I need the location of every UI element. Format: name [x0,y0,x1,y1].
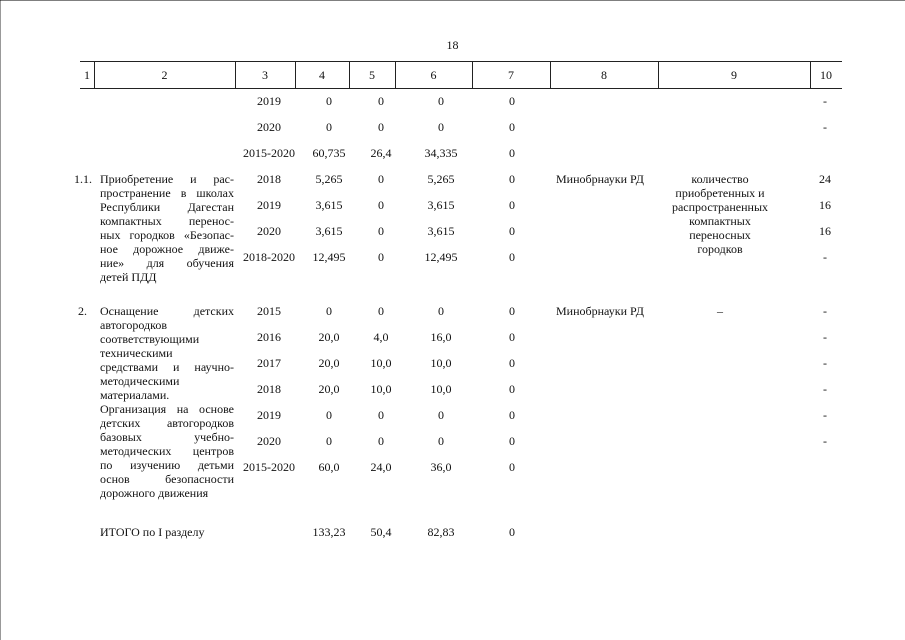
value-cell: 0 [509,434,515,448]
item-text-line: техническими [100,346,173,360]
value-cell: 0 [438,304,444,318]
indicator-line: городков [697,242,743,256]
value-cell: - [823,434,827,448]
item-number: 1.1. [74,172,92,186]
item-text-line: средствами и научно- [100,360,234,374]
value-cell: - [823,382,827,396]
header-col-9: 9 [731,68,737,82]
indicator-line: компактных [689,214,751,228]
header-col-5: 5 [369,68,375,82]
value-cell: - [823,356,827,370]
item-text-line: детских автогородков [100,416,234,430]
item-text-line: ние» для обучения [100,256,234,270]
value-cell: - [823,94,827,108]
year-cell: 2015-2020 [243,146,295,160]
value-cell: 0 [509,525,515,539]
item-text-line: основ безопасности [100,472,234,486]
item-text-line: автогородков [100,318,168,332]
value-cell: 0 [378,172,384,186]
value-cell: 5,265 [427,172,455,186]
value-cell: 20,0 [318,356,340,370]
value-cell: 0 [378,304,384,318]
value-cell: 133,23 [312,525,346,539]
indicator-line: переносных [689,228,751,242]
item-text-line: Оснащение детских [100,304,234,318]
year-cell: 2020 [257,120,281,134]
item-text-line: материалами. [100,388,170,402]
value-cell: 0 [378,120,384,134]
value-cell: 0 [509,460,515,474]
year-cell: 2018 [257,382,281,396]
value-cell: 0 [326,434,332,448]
item-text-line: компактных перенос- [100,214,234,228]
scan-left-edge [0,0,1,640]
header-col-7: 7 [508,68,514,82]
year-cell: 2020 [257,224,281,238]
item-text-line: детей ПДД [100,270,157,284]
value-cell: 34,335 [424,146,458,160]
year-cell: 2018 [257,172,281,186]
value-cell: 16 [819,198,831,212]
indicator-line: приобретенных и [675,186,765,200]
item-text-line: Приобретение и рас- [100,172,234,186]
value-cell: 3,615 [315,224,343,238]
value-cell: 60,0 [318,460,340,474]
value-cell: 0 [438,94,444,108]
value-cell: 3,615 [427,198,455,212]
value-cell: 20,0 [318,330,340,344]
year-cell: 2018-2020 [243,250,295,264]
value-cell: 12,495 [312,250,346,264]
total-label: ИТОГО по I разделу [100,525,205,539]
value-cell: 4,0 [373,330,389,344]
indicator-line: количество [691,172,749,186]
item-number: 2. [78,304,87,318]
value-cell: - [823,250,827,264]
item-text-line: ное дорожное движе- [100,242,234,256]
value-cell: 0 [326,304,332,318]
year-cell: 2017 [257,356,281,370]
year-cell: 2019 [257,94,281,108]
value-cell: 0 [509,224,515,238]
value-cell: 0 [509,172,515,186]
header-col-2: 2 [161,68,168,82]
value-cell: 0 [326,408,332,422]
value-cell: - [823,330,827,344]
value-cell: 0 [509,382,515,396]
value-cell: 0 [378,198,384,212]
value-cell: 60,735 [312,146,346,160]
value-cell: 0 [509,330,515,344]
value-cell: 0 [509,250,515,264]
value-cell: 3,615 [427,224,455,238]
value-cell: 20,0 [318,382,340,396]
value-cell: 0 [509,120,515,134]
value-cell: 0 [509,304,515,318]
value-cell: 10,0 [430,356,452,370]
year-cell: 2019 [257,408,281,422]
item-text-line: Организация на основе [100,402,234,416]
item-text-line: пространение в школах [100,186,234,200]
value-cell: 0 [438,434,444,448]
table-header-row [80,61,842,89]
item-text-line: методических центров [100,444,234,458]
value-cell: 12,495 [424,250,458,264]
value-cell: 0 [438,408,444,422]
item-text-line: соответствующими [100,332,200,346]
scan-top-edge [0,0,905,1]
item-text-line: базовых учебно- [100,430,234,444]
executor: Минобрнауки РД [556,172,644,186]
item-text-line: дорожного движения [100,486,209,500]
value-cell: 0 [509,198,515,212]
value-cell: 0 [378,408,384,422]
year-cell: 2016 [257,330,281,344]
value-cell: 24 [819,172,831,186]
executor: Минобрнауки РД [556,304,644,318]
value-cell: 0 [378,250,384,264]
item-text-line: Республики Дагестан [100,200,234,214]
item-text-line: по изучению детьми [100,458,234,472]
value-cell: - [823,304,827,318]
year-cell: 2015 [257,304,281,318]
value-cell: 0 [378,224,384,238]
value-cell: - [823,408,827,422]
value-cell: 0 [378,434,384,448]
value-cell: 0 [509,146,515,160]
value-cell: - [823,120,827,134]
value-cell: 10,0 [370,382,392,396]
indicator: – [717,304,723,318]
value-cell: 5,265 [315,172,343,186]
value-cell: 0 [509,94,515,108]
value-cell: 0 [509,356,515,370]
item-text-line: методическими [100,374,180,388]
value-cell: 3,615 [315,198,343,212]
year-cell: 2015-2020 [243,460,295,474]
value-cell: 10,0 [430,382,452,396]
value-cell: 0 [438,120,444,134]
value-cell: 50,4 [370,525,392,539]
header-col-10: 10 [820,68,832,82]
header-col-3: 3 [262,68,268,82]
value-cell: 26,4 [370,146,392,160]
value-cell: 10,0 [370,356,392,370]
value-cell: 82,83 [427,525,455,539]
header-col-6: 6 [430,68,437,82]
item-text-line: ных городков «Безопас- [100,228,234,242]
indicator-line: распространенных [671,200,769,214]
header-col-4: 4 [319,68,325,82]
value-cell: 16,0 [430,330,452,344]
value-cell: 0 [509,408,515,422]
header-col-8: 8 [601,68,607,82]
value-cell: 24,0 [370,460,392,474]
year-cell: 2019 [257,198,281,212]
year-cell: 2020 [257,434,281,448]
value-cell: 0 [326,120,332,134]
value-cell: 36,0 [430,460,452,474]
value-cell: 16 [819,224,831,238]
header-col-1: 1 [84,68,90,82]
page-number: 18 [446,38,459,52]
value-cell: 0 [326,94,332,108]
value-cell: 0 [378,94,384,108]
